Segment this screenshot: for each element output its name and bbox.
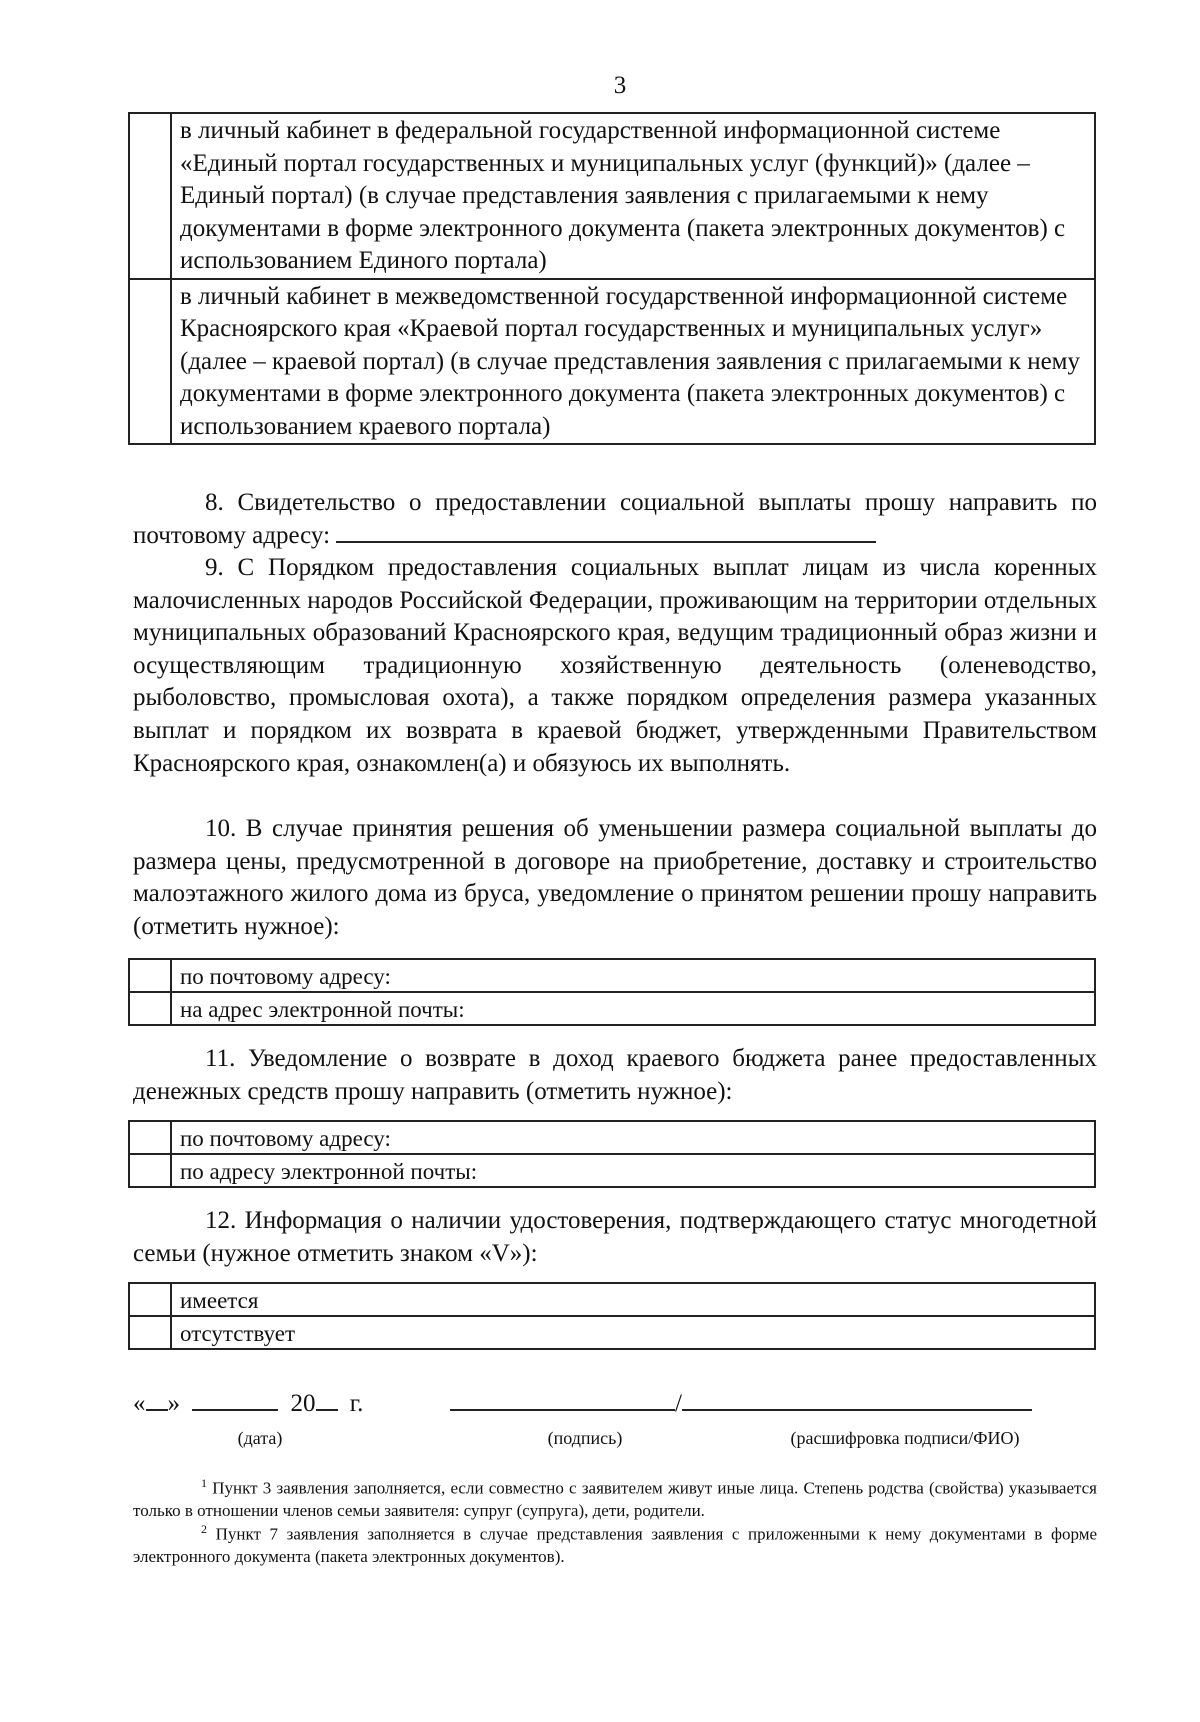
table-row xyxy=(129,113,1095,279)
delivery-method-table xyxy=(128,112,1096,445)
table-row xyxy=(129,1121,1095,1154)
footnote-1-text: Пункт 3 заявления заполняется, если совместно с заявителем живут иные лица. Степень родства (свойства) указывается только в отношении членов семьи заявителя: супруг (супруга), дети, родители. xyxy=(133,1478,1097,1520)
date-caption: (дата) xyxy=(237,1428,283,1448)
year-suffix: г. xyxy=(349,1390,364,1417)
checkbox-cell[interactable] xyxy=(129,1316,171,1349)
name-caption: (расшифровка подписи/ФИО) xyxy=(790,1428,1020,1448)
checkbox-cell[interactable] xyxy=(129,1154,171,1187)
table-row xyxy=(129,1316,1095,1349)
year-prefix: 20 xyxy=(290,1390,316,1417)
item-9-paragraph: 9. С Порядком предоставления социальных выплат лицам из числа коренных малочисленных народов Российской Федерации, проживающим на территории отдельных муниципальных образований Красноярского края, ведущим традиционный образ жизни и осуществляющим традиционную хозяйственную деятельность (оленеводство, рыболовство, промысловая охота), а также порядком определения размера указанных выплат и порядком их возврата в краевой бюджет, утвержденными Правительством Красноярского края, ознакомлен(а) и обязуюсь их выполнять. xyxy=(133,554,1097,777)
option-email-address: на адрес электронной почты: xyxy=(171,992,1095,1025)
table-row xyxy=(129,959,1095,992)
checkbox-cell[interactable] xyxy=(129,113,171,279)
signature-caption: (подпись) xyxy=(547,1428,623,1448)
delivery-option-regional-portal: в личный кабинет в межведомственной государственной информационной системе Красноярского края «Краевой портал государственных и муниципальных услуг» (далее – краевой портал) (в случае представления заявления с прилагаемыми к нему документами в форме электронного документа (пакета электронных документов) с использованием краевого портала) xyxy=(171,279,1095,445)
item-11-paragraph: 11. Уведомление о возврате в доход краевого бюджета ранее предоставленных денежных средств прошу направить (отметить нужное): xyxy=(133,1045,1097,1105)
footnote-1 xyxy=(133,1472,1097,1522)
item-8-text: 8. Свидетельство о предоставлении социальной выплаты прошу направить по почтовому адресу: xyxy=(133,489,1097,549)
item-11-options-table xyxy=(128,1120,1096,1188)
item-12-options-table xyxy=(128,1282,1096,1350)
table-row xyxy=(129,992,1095,1025)
option-email-address: по адресу электронной почты: xyxy=(171,1154,1095,1187)
option-postal-address: по почтовому адресу: xyxy=(171,1121,1095,1154)
checkbox-cell[interactable] xyxy=(129,959,171,992)
footnote-2 xyxy=(133,1518,1097,1568)
item-12-paragraph: 12. Информация о наличии удостоверения, подтверждающего статус многодетной семьи (нужное отметить знаком «V»): xyxy=(133,1207,1097,1267)
delivery-option-unified-portal: в личный кабинет в федеральной государственной информационной системе «Единый портал государственных и муниципальных услуг (функций)» (далее – Единый портал) (в случае представления заявления с прилагаемыми к нему документами в форме электронного документа (пакета электронных документов) с использованием Единого портала) xyxy=(171,113,1095,279)
signature-field: / xyxy=(450,1390,1032,1418)
table-row xyxy=(129,279,1095,445)
signature-line: « » 20 г. xyxy=(133,1390,364,1417)
checkbox-cell[interactable] xyxy=(129,1121,171,1154)
option-postal-address: по почтовому адресу: xyxy=(171,959,1095,992)
page-number: 3 xyxy=(613,72,627,99)
footnote-2-mark: 2 xyxy=(201,1522,207,1536)
footnote-2-text: Пункт 7 заявления заполняется в случае представления заявления с приложенными к нему документами в форме электронного документа (пакета электронных документов). xyxy=(133,1524,1097,1566)
table-row xyxy=(129,1283,1095,1316)
item-10-paragraph: 10. В случае принятия решения об уменьшении размера социальной выплаты до размера цены, предусмотренной в договоре на приобретение, доставку и строительство малоэтажного жилого дома из бруса, уведомление о принятом решении прошу направить (отметить нужное): xyxy=(133,815,1097,940)
option-has-certificate: имеется xyxy=(171,1283,1095,1316)
item-8-paragraph xyxy=(133,487,1097,552)
day-blank[interactable] xyxy=(146,1409,168,1411)
checkbox-cell[interactable] xyxy=(129,279,171,445)
table-row xyxy=(129,1154,1095,1187)
signature-blank[interactable] xyxy=(450,1409,675,1411)
year-blank[interactable] xyxy=(316,1409,338,1411)
checkbox-cell[interactable] xyxy=(129,992,171,1025)
name-blank[interactable] xyxy=(682,1409,1032,1411)
item-10-options-table xyxy=(128,958,1096,1026)
postal-address-blank[interactable] xyxy=(336,541,876,543)
checkbox-cell[interactable] xyxy=(129,1283,171,1316)
footnote-1-mark: 1 xyxy=(201,1476,207,1490)
month-blank[interactable] xyxy=(192,1409,278,1411)
option-no-certificate: отсутствует xyxy=(171,1316,1095,1349)
